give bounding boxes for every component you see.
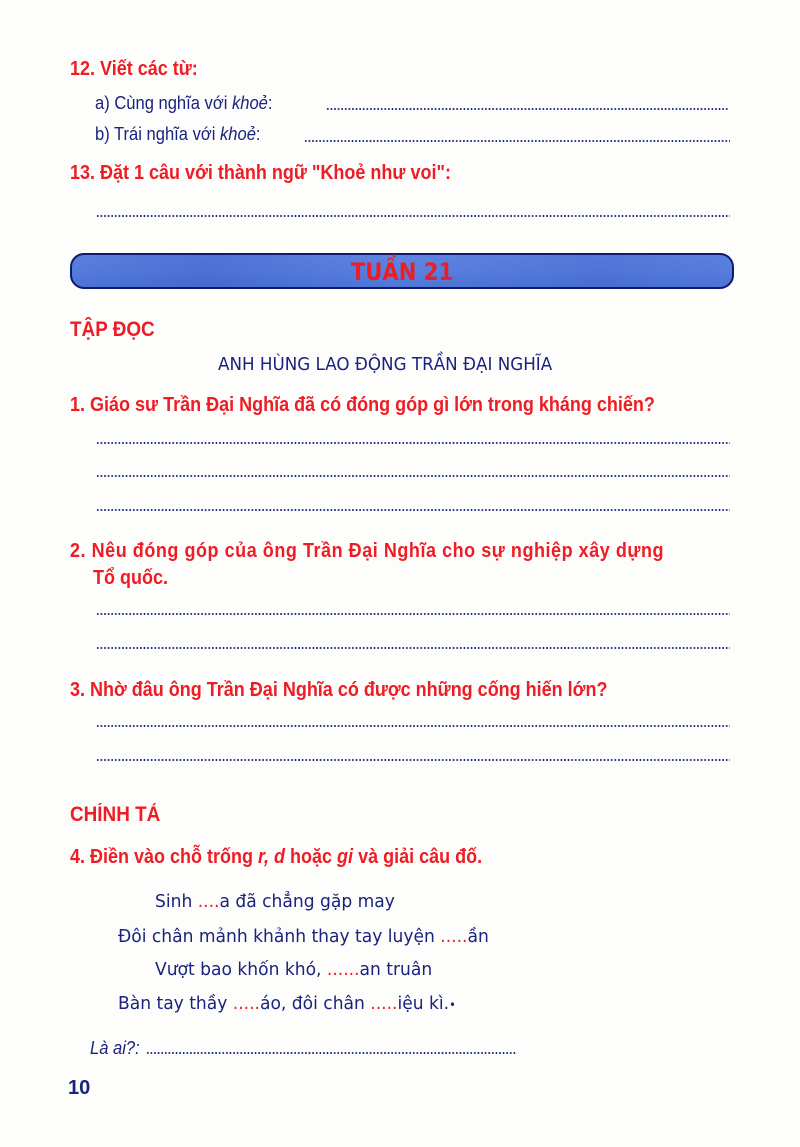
poem-line-4 <box>118 993 456 1014</box>
answer-line-q2-2[interactable] <box>96 647 730 649</box>
question-3: 3. Nhờ đâu ông Trần Đại Nghĩa có được những cống hiến lớn? <box>70 679 608 701</box>
poem-text: an truân <box>359 959 433 980</box>
reading-section-title: TẬP ĐỌC <box>70 318 155 341</box>
poem-line-3 <box>155 959 432 980</box>
answer-line-q1-2[interactable] <box>96 475 730 477</box>
question-2-line1: 2. Nêu đóng góp của ông Trần Đại Nghĩa cho sự nghiệp xây dựng <box>70 540 665 562</box>
poem-line-2 <box>118 926 489 947</box>
poem-text: Bàn tay thầy <box>118 993 233 1014</box>
week-title: TUẦN 21 <box>350 258 454 286</box>
label-word: khoẻ <box>220 124 256 144</box>
answer-line-q1-3[interactable] <box>96 509 730 511</box>
blank-5[interactable]: ..... <box>370 993 398 1014</box>
blank-2[interactable]: ..... <box>440 926 468 947</box>
story-title: ANH HÙNG LAO ĐỘNG TRẦN ĐẠI NGHĨA <box>218 354 553 375</box>
q4-suffix: và giải câu đố. <box>353 846 483 868</box>
answer-line-12a[interactable] <box>326 108 728 110</box>
poem-text: iệu kì. <box>397 993 450 1014</box>
label-prefix: a) Cùng nghĩa với <box>95 93 232 113</box>
page-number: 10 <box>68 1077 91 1099</box>
exercise-13-title: 13. Đặt 1 câu với thành ngữ "Khoẻ như voi": <box>70 162 451 184</box>
spelling-section-title: CHÍNH TẢ <box>70 803 161 826</box>
bullet-icon: • <box>449 998 456 1012</box>
label-suffix: : <box>255 124 261 144</box>
answer-line-13[interactable] <box>96 215 730 217</box>
question-1: 1. Giáo sư Trần Đại Nghĩa đã có đóng góp gì lớn trong kháng chiến? <box>70 394 655 416</box>
q4-letters: r, d <box>258 846 286 868</box>
label-prefix: b) Trái nghĩa với <box>95 124 221 144</box>
poem-text: Đôi chân mảnh khảnh thay tay luyện <box>118 926 441 947</box>
blank-4[interactable]: ..... <box>232 993 260 1014</box>
poem-text: Sinh <box>155 891 198 912</box>
poem-text: Vượt bao khốn khó, <box>155 959 327 980</box>
week-banner <box>70 253 734 289</box>
q4-middle: hoặc <box>285 846 338 868</box>
q4-prefix: 4. Điền vào chỗ trống <box>70 846 259 868</box>
answer-line-q3-1[interactable] <box>96 725 730 727</box>
poem-text: áo, đôi chân <box>259 993 371 1014</box>
poem-text: a đã chẳng gặp may <box>219 891 395 912</box>
riddle-answer-label: Là ai?: <box>90 1038 140 1058</box>
exercise-12-title: 12. Viết các từ: <box>70 58 198 80</box>
label-word: khoẻ <box>231 93 268 113</box>
poem-text: ần <box>467 926 489 947</box>
q4-gi: gi <box>337 846 354 868</box>
answer-line-q2-1[interactable] <box>96 613 730 615</box>
blank-1[interactable]: .... <box>197 891 220 912</box>
answer-line-q1-1[interactable] <box>96 442 730 444</box>
exercise-12b-label <box>95 124 261 145</box>
blank-3[interactable]: ...... <box>326 959 360 980</box>
label-suffix: : <box>267 93 273 113</box>
question-2-line2: Tổ quốc. <box>93 567 168 589</box>
poem-line-1 <box>155 891 395 912</box>
exercise-12a-label <box>95 93 273 114</box>
question-4 <box>70 846 482 869</box>
answer-line-12b[interactable] <box>304 140 730 142</box>
answer-line-q3-2[interactable] <box>96 759 730 761</box>
riddle-answer-line[interactable] <box>146 1052 516 1054</box>
